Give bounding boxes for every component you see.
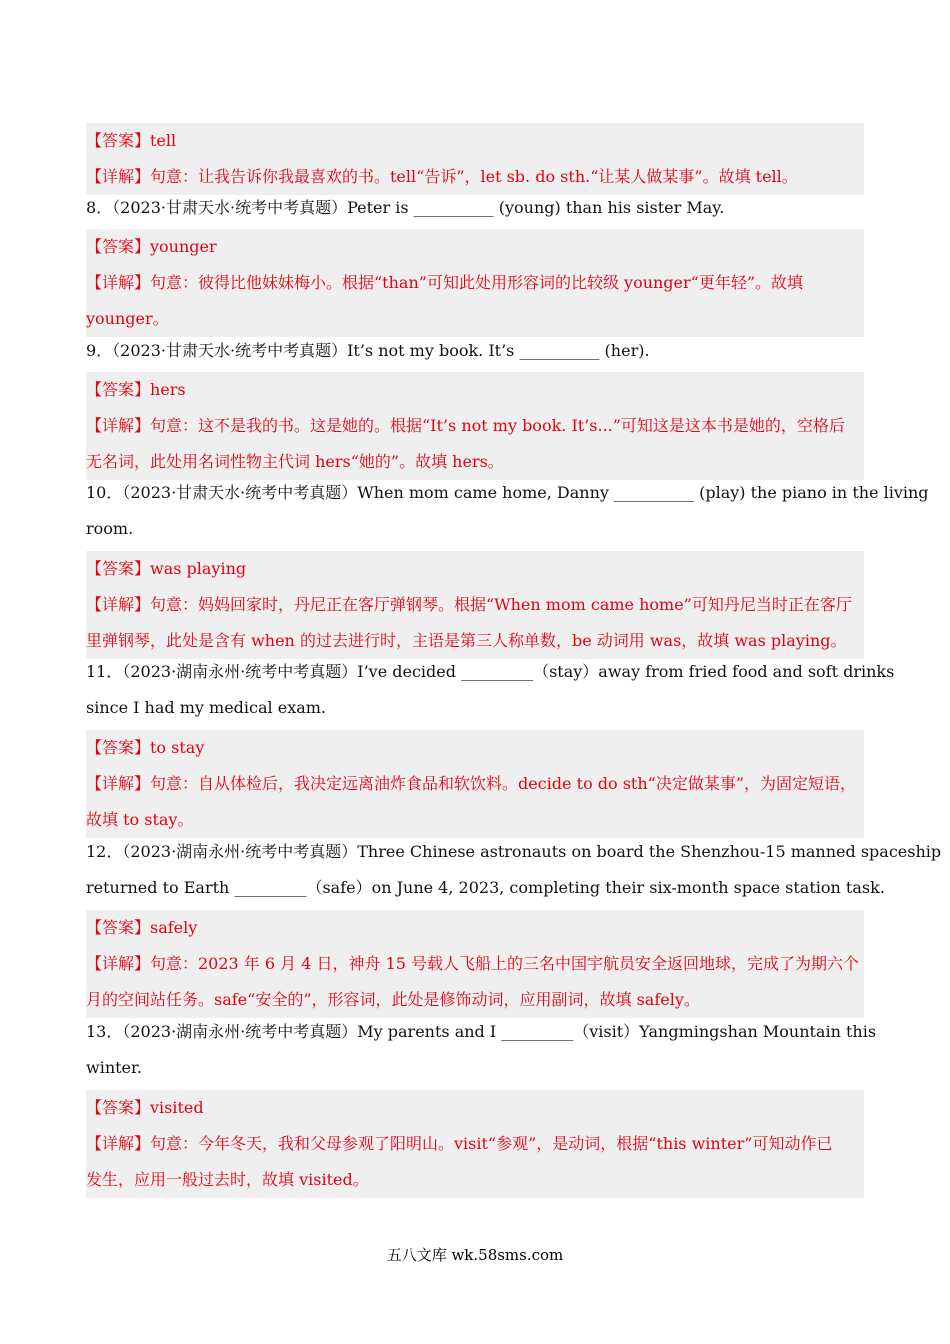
- answer-line: 【答案】hers: [86, 380, 186, 399]
- answer-line: 【答案】safely: [86, 918, 198, 937]
- question-line: 11．（2023·湖南永州·统考中考真题）I’ve decided _________（stay）away from fried food and soft drinks: [86, 662, 895, 681]
- detail-line: 发生，应用一般过去时，故填 visited。: [86, 1170, 369, 1189]
- detail-line: 【详解】句意：彼得比他妹妹梅小。根据“than”可知此处用形容词的比较级 younger“更年轻”。故填: [86, 273, 804, 292]
- question-line: returned to Earth _________（safe）on June 4, 2023, completing their six-month space station task.: [86, 878, 885, 897]
- answer-box: [86, 123, 864, 195]
- detail-line: 【详解】句意：今年冬天，我和父母参观了阳明山。visit“参观”，是动词，根据“this winter”可知动作已: [86, 1134, 833, 1153]
- detail-line: 无名词，此处用名词性物主代词 hers“她的”。故填 hers。: [86, 452, 504, 471]
- question: [86, 190, 864, 226]
- question: [86, 1014, 877, 1086]
- question-line: since I had my medical exam.: [86, 698, 327, 717]
- question-line: room.: [86, 519, 134, 538]
- answer-box: [86, 910, 864, 1018]
- answer-box: [86, 1090, 864, 1198]
- answer-line: 【答案】was playing: [86, 559, 247, 578]
- detail-line: 【详解】句意：让我告诉你我最喜欢的书。tell“告诉”，let sb. do sth.“让某人做某事”。故填 tell。: [86, 167, 798, 186]
- page-footer: 五八文库 wk.58sms.com: [386, 1246, 564, 1264]
- answer-line: 【答案】visited: [86, 1098, 204, 1117]
- question-line: winter.: [86, 1058, 142, 1077]
- question-line: 12．（2023·湖南永州·统考中考真题）Three Chinese astronauts on board the Shenzhou-15 manned spaceship: [86, 842, 942, 861]
- answer-box: [86, 372, 864, 480]
- detail-line: 【详解】句意：妈妈回家时，丹尼正在客厅弹钢琴。根据“When mom came home”可知丹尼当时正在客厅: [86, 595, 852, 614]
- detail-line: younger。: [86, 309, 169, 328]
- question: [86, 475, 929, 547]
- detail-line: 【详解】句意：2023 年 6 月 4 日，神舟 15 号载人飞船上的三名中国宇航员安全返回地球，完成了为期六个: [86, 954, 860, 973]
- question-line: 13．（2023·湖南永州·统考中考真题）My parents and I _________（visit）Yangmingshan Mountain this: [86, 1022, 877, 1041]
- detail-line: 故填 to stay。: [86, 810, 194, 829]
- question: [86, 333, 864, 369]
- detail-line: 【详解】句意：自从体检后，我决定远离油炸食品和软饮料。decide to do sth“决定做某事”，为固定短语，: [86, 774, 857, 793]
- answer-box: [86, 551, 864, 659]
- answer-line: 【答案】tell: [86, 131, 177, 150]
- question-line: 10．（2023·甘肃天水·统考中考真题）When mom came home, Danny __________ (play) the piano in the living: [86, 483, 929, 502]
- question-line: 8．（2023·甘肃天水·统考中考真题）Peter is __________ (young) than his sister May.: [86, 198, 725, 217]
- answer-line: 【答案】younger: [86, 237, 217, 256]
- answer-box: [86, 229, 864, 337]
- question: [86, 654, 895, 726]
- question: [86, 834, 942, 906]
- detail-line: 【详解】句意：这不是我的书。这是她的。根据“It’s not my book. It’s...”可知这是这本书是她的，空格后: [86, 416, 845, 435]
- question-line: 9．（2023·甘肃天水·统考中考真题）It’s not my book. It’s __________ (her).: [86, 341, 650, 360]
- answer-line: 【答案】to stay: [86, 738, 205, 757]
- answer-box: [86, 730, 864, 838]
- detail-line: 月的空间站任务。safe“安全的”，形容词，此处是修饰动词，应用副词，故填 safely。: [86, 990, 700, 1009]
- detail-line: 里弹钢琴，此处是含有 when 的过去进行时，主语是第三人称单数，be 动词用 was，故填 was playing。: [86, 631, 847, 650]
